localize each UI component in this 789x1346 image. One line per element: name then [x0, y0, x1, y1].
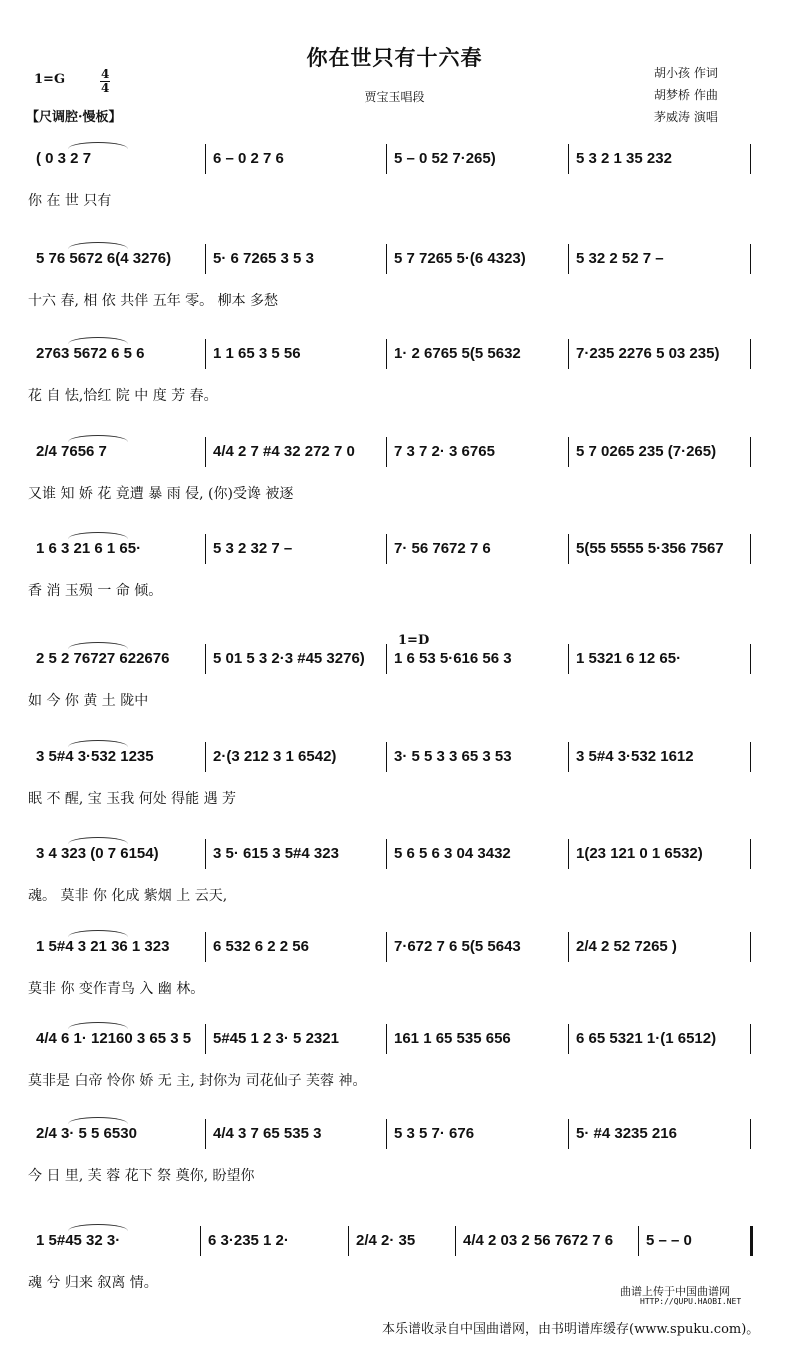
- measure-notes: 3 5#4 3·532 1235: [36, 748, 154, 765]
- barline: [750, 644, 751, 674]
- slur: [68, 1022, 128, 1029]
- measure-notes: 5 6 5 6 3 04 3432: [394, 845, 511, 862]
- lyric-line: 十六 春, 相 依 共伴 五年 零。 柳本 多愁: [28, 293, 279, 309]
- barline: [205, 144, 206, 174]
- barline: [386, 144, 387, 174]
- barline: [750, 144, 751, 174]
- measure-notes: 5 32 2 52 7 –: [576, 250, 664, 267]
- measure-notes: ( 0 3 2 7: [36, 150, 92, 167]
- lyric-line: 魂 兮 归来 叙离 情。: [28, 1275, 158, 1291]
- measure-notes: 5 3 5 7· 676: [394, 1125, 475, 1142]
- meter-top: 4: [101, 67, 110, 81]
- measure-notes: 5· #4 3235 216: [576, 1125, 677, 1142]
- measure-notes: 3 5· 615 3 5#4 323: [213, 845, 339, 862]
- barline: [750, 1024, 751, 1054]
- barline: [205, 742, 206, 772]
- key-signature: 1=G: [34, 72, 66, 87]
- measure-notes: 5#45 1 2 3· 5 2321: [213, 1030, 339, 1047]
- barline: [750, 339, 751, 369]
- measure-notes: 2·(3 212 3 1 6542): [213, 748, 337, 765]
- measure-notes: 1 6 53 5·616 56 3: [394, 650, 512, 667]
- measure-notes: 2 5 2 76727 622676: [36, 650, 170, 667]
- measure-notes: 5 01 5 3 2·3 #45 3276): [213, 650, 365, 667]
- footer-site-label: 曲谱上传于中国曲谱网: [620, 1285, 730, 1298]
- measure-notes: 6 3·235 1 2·: [208, 1232, 289, 1249]
- barline: [386, 339, 387, 369]
- measure-notes: 2763 5672 6 5 6: [36, 345, 145, 362]
- barline: [750, 839, 751, 869]
- slur: [68, 642, 128, 649]
- measure-notes: 2/4 2 52 7265 ): [576, 938, 677, 955]
- lyricist-credit: 胡小孩 作词: [654, 66, 718, 80]
- barline: [750, 244, 751, 274]
- measure-notes: 7·672 7 6 5(5 5643: [394, 938, 521, 955]
- barline: [638, 1226, 639, 1256]
- barline: [750, 932, 751, 962]
- slur: [68, 242, 128, 249]
- lyric-line: 今 日 里, 芙 蓉 花下 祭 奠你, 盼望你: [28, 1168, 255, 1184]
- barline: [205, 244, 206, 274]
- tempo-marking: 【尺调腔·慢板】: [26, 110, 122, 125]
- measure-notes: 3· 5 5 3 3 65 3 53: [394, 748, 512, 765]
- measure-notes: 7 3 7 2· 3 6765: [394, 443, 495, 460]
- barline: [750, 534, 751, 564]
- measure-notes: 6 – 0 2 7 6: [213, 150, 284, 167]
- barline: [568, 644, 569, 674]
- composer-credit: 胡梦桥 作曲: [654, 88, 718, 102]
- slur: [68, 142, 128, 149]
- barline: [750, 1119, 751, 1149]
- measure-notes: 1(23 121 0 1 6532): [576, 845, 703, 862]
- barline: [568, 742, 569, 772]
- key-change: 1=D: [398, 633, 430, 648]
- footer-site-url: HTTP://QUPU.HAOBI.NET: [640, 1297, 742, 1306]
- barline: [205, 1119, 206, 1149]
- measure-notes: 161 1 65 535 656: [394, 1030, 511, 1047]
- measure-notes: 7·235 2276 5 03 235): [576, 345, 720, 362]
- page-title: 你在世只有十六春: [306, 45, 483, 70]
- measure-notes: 5 7 7265 5·(6 4323): [394, 250, 526, 267]
- barline: [568, 339, 569, 369]
- barline: [200, 1226, 201, 1256]
- slur: [68, 532, 128, 539]
- measure-notes: 4/4 6 1· 12160 3 65 3 5: [36, 1030, 192, 1047]
- measure-notes: 2/4 7656 7: [36, 443, 107, 460]
- measure-notes: 6 532 6 2 2 56: [213, 938, 309, 955]
- measure-notes: 1· 2 6765 5(5 5632: [394, 345, 521, 362]
- measure-notes: 1 5#4 3 21 36 1 323: [36, 938, 170, 955]
- barline: [750, 742, 751, 772]
- barline: [386, 534, 387, 564]
- measure-notes: 4/4 3 7 65 535 3: [213, 1125, 322, 1142]
- barline: [568, 244, 569, 274]
- barline: [205, 644, 206, 674]
- barline: [386, 437, 387, 467]
- measure-notes: 4/4 2 7 #4 32 272 7 0: [213, 443, 355, 460]
- singer-credit: 茅威涛 演唱: [654, 110, 718, 124]
- measure-notes: 7· 56 7672 7 6: [394, 540, 491, 557]
- lyric-line: 魂。 莫非 你 化成 紫烟 上 云天,: [28, 888, 228, 904]
- measure-notes: 2/4 2· 35: [356, 1232, 416, 1249]
- barline: [568, 534, 569, 564]
- measure-notes: 5 – – 0: [646, 1232, 692, 1249]
- measure-notes: 5 7 0265 235 (7·265): [576, 443, 717, 460]
- slur: [68, 930, 128, 937]
- barline: [386, 244, 387, 274]
- time-signature: [100, 68, 110, 95]
- measure-notes: 1 6 3 21 6 1 65·: [36, 540, 142, 557]
- measure-notes: 5 3 2 1 35 232: [576, 150, 672, 167]
- footer-note: 本乐谱收录自中国曲谱网，由书明谱库缓存(www.spuku.com)。: [382, 1322, 760, 1337]
- lyric-line: 如 今 你 黄 土 陇中: [28, 693, 149, 709]
- barline: [205, 1024, 206, 1054]
- measure-notes: 6 65 5321 1·(1 6512): [576, 1030, 717, 1047]
- slur: [68, 435, 128, 442]
- barline: [568, 1119, 569, 1149]
- measure-notes: 5(55 5555 5·356 7567: [576, 540, 724, 557]
- measure-notes: 5· 6 7265 3 5 3: [213, 250, 314, 267]
- lyric-line: 香 消 玉殒 一 命 倾。: [28, 583, 163, 599]
- subtitle: 贾宝玉唱段: [364, 90, 425, 104]
- meter-bottom: 4: [101, 81, 110, 95]
- measure-notes: 5 3 2 32 7 –: [213, 540, 293, 557]
- measure-notes: 1 1 65 3 5 56: [213, 345, 301, 362]
- slur: [68, 1117, 128, 1124]
- measure-notes: 2/4 3· 5 5 6530: [36, 1125, 137, 1142]
- measure-notes: 4/4 2 03 2 56 7672 7 6: [463, 1232, 614, 1249]
- slur: [68, 337, 128, 344]
- barline: [348, 1226, 349, 1256]
- lyric-line: 花 自 怯,恰红 院 中 度 芳 春。: [28, 388, 218, 404]
- barline: [568, 144, 569, 174]
- measure-notes: 1 5321 6 12 65·: [576, 650, 682, 667]
- lyric-line: 又谁 知 娇 花 竟遭 暴 雨 侵, (你)受谗 被逐: [28, 486, 294, 502]
- barline: [205, 534, 206, 564]
- final-barline: [750, 1226, 753, 1256]
- barline: [568, 437, 569, 467]
- barline: [386, 1119, 387, 1149]
- barline: [205, 437, 206, 467]
- measure-notes: 5 – 0 52 7·265): [394, 150, 496, 167]
- lyric-line: 莫非是 白帝 怜你 娇 无 主, 封你为 司花仙子 芙蓉 神。: [28, 1073, 367, 1089]
- slur: [68, 1224, 128, 1231]
- barline: [386, 644, 387, 674]
- barline: [750, 437, 751, 467]
- measure-notes: 5 76 5672 6(4 3276): [36, 250, 172, 267]
- barline: [386, 932, 387, 962]
- measure-notes: 1 5#45 32 3·: [36, 1232, 121, 1249]
- barline: [386, 839, 387, 869]
- barline: [455, 1226, 456, 1256]
- slur: [68, 740, 128, 747]
- measure-notes: 3 5#4 3·532 1612: [576, 748, 694, 765]
- barline: [205, 839, 206, 869]
- barline: [205, 339, 206, 369]
- lyric-line: 你 在 世 只有: [28, 193, 112, 209]
- barline: [568, 839, 569, 869]
- barline: [386, 742, 387, 772]
- slur: [68, 837, 128, 844]
- barline: [568, 932, 569, 962]
- barline: [205, 932, 206, 962]
- lyric-line: 眠 不 醒, 宝 玉我 何处 得能 遇 芳: [28, 791, 237, 807]
- barline: [386, 1024, 387, 1054]
- measure-notes: 3 4 323 (0 7 6154): [36, 845, 159, 862]
- barline: [568, 1024, 569, 1054]
- lyric-line: 莫非 你 变作青鸟 入 幽 林。: [28, 981, 205, 997]
